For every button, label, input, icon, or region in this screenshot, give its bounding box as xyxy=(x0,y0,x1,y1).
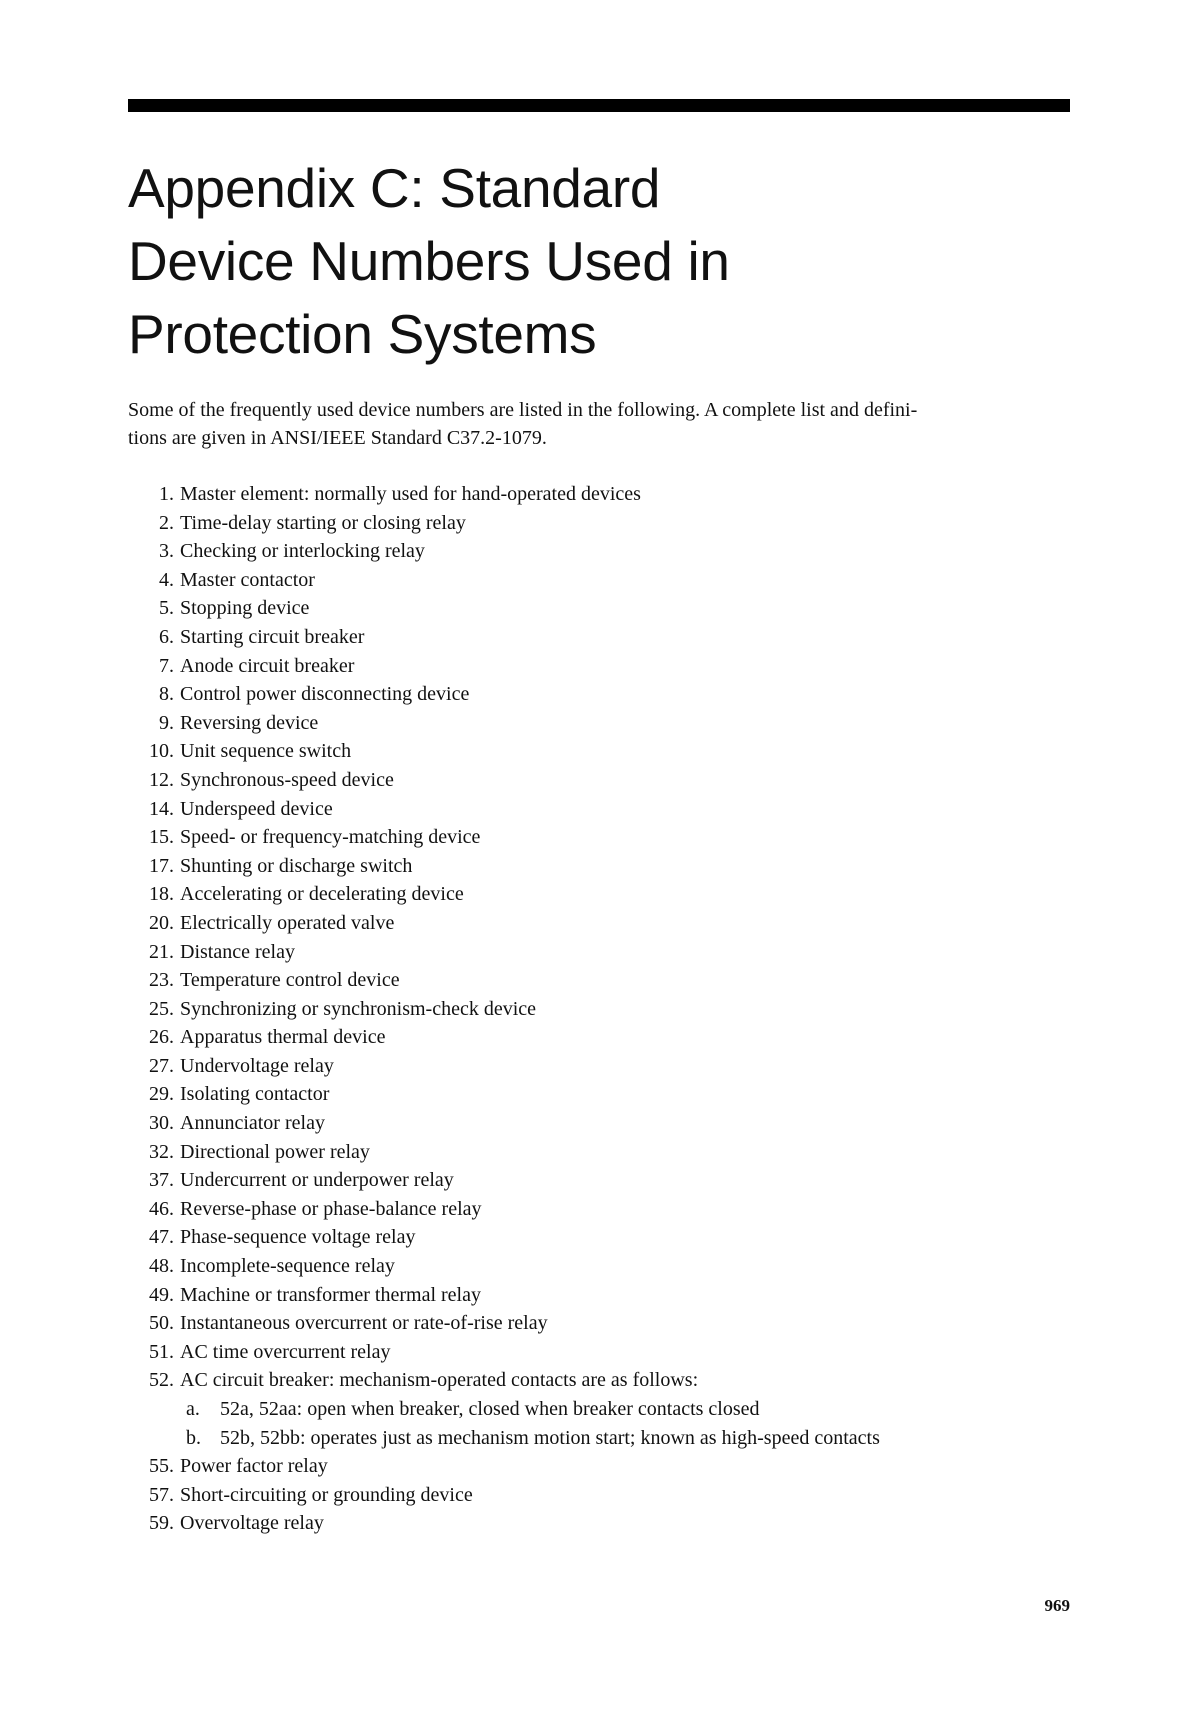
item-text: Time-delay starting or closing relay xyxy=(180,511,466,534)
intro-line: Some of the frequently used device numbers are listed in the following. A complete list and defini- xyxy=(128,399,918,421)
list-item xyxy=(128,795,1078,824)
item-number: 4. xyxy=(159,568,174,591)
item-number: 27. xyxy=(149,1054,174,1077)
list-item xyxy=(128,1138,1078,1167)
device-number-list xyxy=(128,480,1078,1538)
item-number: 37. xyxy=(149,1169,174,1192)
item-number: 48. xyxy=(149,1255,174,1278)
item-number: 32. xyxy=(149,1140,174,1163)
list-item xyxy=(128,1052,1078,1081)
item-text: Control power disconnecting device xyxy=(180,683,470,706)
item-text: Stopping device xyxy=(180,597,310,620)
item-text: Temperature control device xyxy=(180,969,400,992)
subitem-letter: b. xyxy=(186,1426,201,1449)
item-text: Undercurrent or underpower relay xyxy=(180,1169,454,1192)
item-number: 59. xyxy=(149,1512,174,1535)
list-item xyxy=(128,880,1078,909)
item-text: Checking or interlocking relay xyxy=(180,540,425,563)
item-text: Undervoltage relay xyxy=(180,1054,334,1077)
list-item xyxy=(128,995,1078,1024)
title-line: Appendix C: Standard xyxy=(128,157,661,219)
item-number: 46. xyxy=(149,1197,174,1220)
list-item xyxy=(128,680,1078,709)
list-item xyxy=(128,1080,1078,1109)
item-number: 9. xyxy=(159,711,174,734)
list-item xyxy=(128,1023,1078,1052)
item-number: 51. xyxy=(149,1340,174,1363)
title-line: Protection Systems xyxy=(128,303,597,365)
item-text: Master contactor xyxy=(180,568,315,591)
list-item xyxy=(128,1109,1078,1138)
item-number: 1. xyxy=(159,483,174,505)
item-text: Reversing device xyxy=(180,711,319,734)
item-text: Anode circuit breaker xyxy=(180,654,355,677)
list-item xyxy=(128,823,1078,852)
item-number: 23. xyxy=(149,969,174,992)
item-number: 10. xyxy=(149,740,174,763)
page-title xyxy=(128,152,1068,371)
item-number: 14. xyxy=(149,797,174,820)
list-item xyxy=(128,852,1078,881)
subitem-letter: a. xyxy=(186,1398,200,1420)
item-text: Accelerating or decelerating device xyxy=(180,883,464,906)
item-text: Underspeed device xyxy=(180,797,333,820)
list-item xyxy=(128,1281,1078,1310)
item-text: Directional power relay xyxy=(180,1140,370,1163)
list-item xyxy=(128,1366,1078,1395)
item-text: Instantaneous overcurrent or rate-of-rise relay xyxy=(180,1312,548,1335)
list-item xyxy=(128,1309,1078,1338)
item-number: 2. xyxy=(159,511,174,534)
list-item xyxy=(128,480,1078,509)
list-subitem xyxy=(128,1424,1078,1453)
item-text: AC time overcurrent relay xyxy=(180,1340,391,1363)
item-text: Reverse-phase or phase-balance relay xyxy=(180,1197,482,1220)
item-number: 18. xyxy=(149,883,174,906)
list-item xyxy=(128,509,1078,538)
header-rule xyxy=(128,99,1070,112)
item-number: 49. xyxy=(149,1283,174,1306)
list-item xyxy=(128,623,1078,652)
item-text: AC circuit breaker: mechanism-operated contacts are as follows: xyxy=(180,1369,699,1392)
item-number: 55. xyxy=(149,1455,174,1478)
item-number: 6. xyxy=(159,625,174,648)
item-text: Master element: normally used for hand-operated devices xyxy=(180,483,641,505)
item-text: Synchronous-speed device xyxy=(180,768,394,791)
list-item xyxy=(128,1166,1078,1195)
subitem-text: 52a, 52aa: open when breaker, closed when breaker contacts closed xyxy=(220,1398,760,1420)
subitem-text: 52b, 52bb: operates just as mechanism motion start; known as high-speed contacts xyxy=(220,1426,880,1449)
item-number: 17. xyxy=(149,854,174,877)
item-text: Phase-sequence voltage relay xyxy=(180,1226,416,1249)
item-number: 50. xyxy=(149,1312,174,1335)
list-item xyxy=(128,1223,1078,1252)
list-item xyxy=(128,1195,1078,1224)
list-item xyxy=(128,966,1078,995)
item-text: Apparatus thermal device xyxy=(180,1026,386,1049)
list-item xyxy=(128,1509,1078,1538)
list-item xyxy=(128,566,1078,595)
list-subitem xyxy=(128,1395,1078,1424)
list-item xyxy=(128,652,1078,681)
item-number: 5. xyxy=(159,597,174,620)
list-item xyxy=(128,909,1078,938)
item-number: 12. xyxy=(149,768,174,791)
item-text: Starting circuit breaker xyxy=(180,625,365,648)
list-item xyxy=(128,594,1078,623)
item-number: 25. xyxy=(149,997,174,1020)
item-number: 57. xyxy=(149,1483,174,1506)
intro-paragraph xyxy=(128,396,1073,452)
item-number: 26. xyxy=(149,1026,174,1049)
item-number: 30. xyxy=(149,1112,174,1135)
title-line: Device Numbers Used in xyxy=(128,230,730,292)
item-text: Shunting or discharge switch xyxy=(180,854,413,877)
list-item xyxy=(128,537,1078,566)
item-number: 29. xyxy=(149,1083,174,1106)
item-text: Speed- or frequency-matching device xyxy=(180,826,481,849)
list-item xyxy=(128,1252,1078,1281)
item-number: 47. xyxy=(149,1226,174,1249)
page-number: 969 xyxy=(1044,1596,1070,1615)
list-item xyxy=(128,709,1078,738)
item-number: 8. xyxy=(159,683,174,706)
item-text: Power factor relay xyxy=(180,1455,328,1478)
item-number: 20. xyxy=(149,911,174,934)
list-item xyxy=(128,938,1078,967)
item-number: 15. xyxy=(149,826,174,849)
item-text: Short-circuiting or grounding device xyxy=(180,1483,473,1506)
item-text: Isolating contactor xyxy=(180,1083,330,1106)
item-text: Synchronizing or synchronism-check device xyxy=(180,997,537,1020)
list-item xyxy=(128,766,1078,795)
intro-line: tions are given in ANSI/IEEE Standard C37.2-1079. xyxy=(128,427,547,449)
item-text: Unit sequence switch xyxy=(180,740,352,763)
item-number: 3. xyxy=(159,540,174,563)
item-text: Overvoltage relay xyxy=(180,1512,324,1535)
list-item xyxy=(128,1452,1078,1481)
list-item xyxy=(128,737,1078,766)
item-text: Annunciator relay xyxy=(180,1112,325,1135)
item-text: Electrically operated valve xyxy=(180,911,395,934)
item-number: 7. xyxy=(159,654,174,677)
item-text: Machine or transformer thermal relay xyxy=(180,1283,481,1306)
list-item xyxy=(128,1481,1078,1510)
item-number: 52. xyxy=(149,1369,174,1392)
item-text: Incomplete-sequence relay xyxy=(180,1255,395,1278)
item-number: 21. xyxy=(149,940,174,963)
item-text: Distance relay xyxy=(180,940,295,963)
list-item xyxy=(128,1338,1078,1367)
